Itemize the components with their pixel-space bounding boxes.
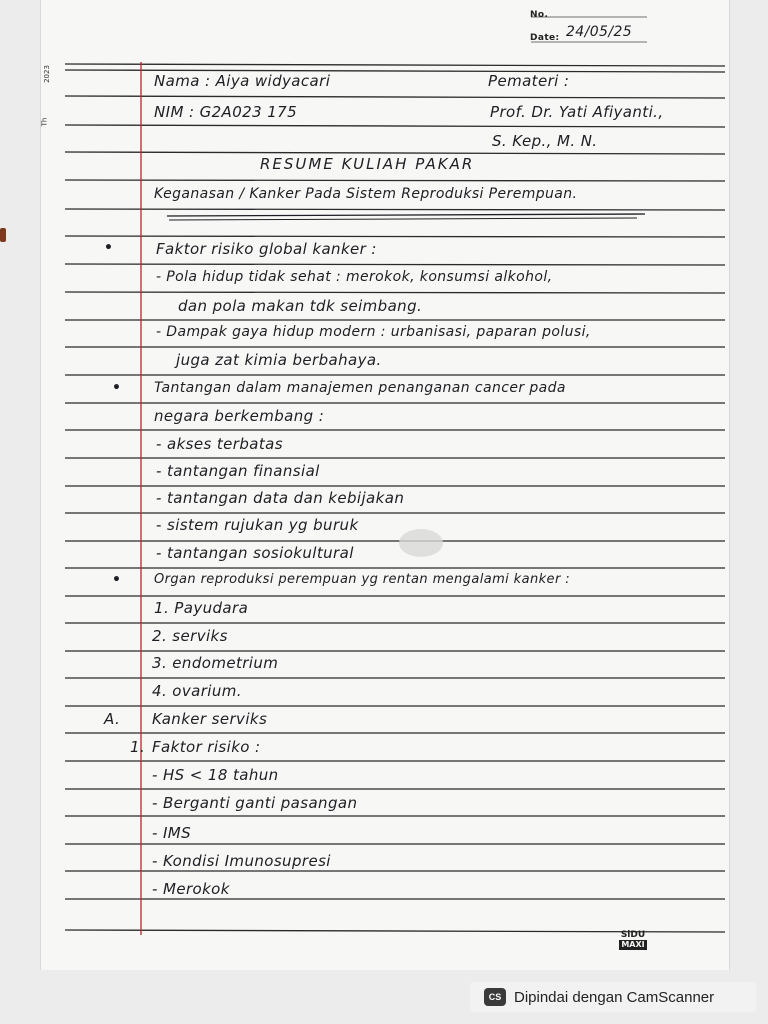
section-2-item-3: - tantangan data dan kebijakan [156, 489, 405, 507]
section-1-item-1b: dan pola makan tdk seimbang. [178, 297, 423, 315]
camscanner-text: Dipindai dengan CamScanner [514, 988, 715, 1006]
section-a-label: A. [104, 710, 121, 728]
section-a-item-2: - Berganti ganti pasangan [152, 794, 358, 812]
section-2-item-4: - sistem rujukan yg buruk [156, 516, 359, 534]
section-1-heading: Faktor risiko global kanker : [156, 240, 377, 258]
notebook-page [40, 0, 730, 970]
lecturer-line-2: S. Kep., M. N. [492, 132, 598, 150]
margin-mark: Th [40, 117, 49, 127]
lecturer-line-1: Prof. Dr. Yati Afiyanti., [490, 103, 664, 121]
margin-year: 2023 [42, 65, 51, 83]
section-2-item-1: - akses terbatas [156, 435, 283, 453]
bullet-2: • [112, 380, 122, 396]
date-value: 24/05/25 [566, 24, 633, 40]
section-1-item-2b: juga zat kimia berbahaya. [176, 351, 382, 369]
bullet-3: • [112, 572, 122, 588]
camscanner-watermark [470, 982, 756, 1012]
section-a-item-5: - Merokok [152, 880, 230, 898]
pemateri-label: Pemateri : [488, 72, 570, 90]
section-3-item-3: 3. endometrium [152, 654, 279, 672]
section-3-item-1: 1. Payudara [154, 599, 249, 617]
resume-title: RESUME KULIAH PAKAR [260, 155, 475, 173]
brand-line-1: SiDU [620, 930, 646, 940]
date-label: Date: [530, 33, 560, 43]
section-3-item-4: 4. ovarium. [152, 682, 242, 700]
section-a-heading: Faktor risiko : [152, 738, 261, 756]
camscanner-logo-icon: CS [484, 988, 506, 1006]
section-2-item-2: - tantangan finansial [156, 462, 320, 480]
nama-line: Nama : Aiya widyacari [154, 72, 331, 90]
section-a-number: 1. [130, 738, 146, 756]
section-3-item-2: 2. serviks [152, 627, 228, 645]
section-3-heading: Organ reproduksi perempuan yg rentan mengalami kanker : [154, 572, 570, 587]
section-2-item-5: - tantangan sosiokultural [156, 544, 354, 562]
section-2-heading-b: negara berkembang : [154, 407, 325, 425]
section-1-item-2a: - Dampak gaya hidup modern : urbanisasi, paparan polusi, [156, 324, 591, 340]
section-a-item-3: - IMS [152, 824, 192, 842]
ruled-lines [41, 0, 729, 970]
section-a-item-4: - Kondisi Imunosupresi [152, 852, 331, 870]
no-label: No. [530, 10, 549, 20]
nim-line: NIM : G2A023 175 [154, 103, 298, 121]
resume-subtitle: Keganasan / Kanker Pada Sistem Reproduksi Perempuan. [154, 186, 578, 202]
brand-line-2: MAXI [621, 940, 645, 949]
section-2-heading-a: Tantangan dalam manajemen penanganan cancer pada [154, 380, 566, 396]
section-1-item-1a: - Pola hidup tidak sehat : merokok, konsumsi alkohol, [156, 269, 553, 285]
section-a-item-1: - HS < 18 tahun [152, 766, 279, 784]
notebook-brand-logo [616, 930, 650, 950]
section-a-title: Kanker serviks [152, 710, 268, 728]
bullet-1: • [104, 240, 114, 256]
margin-stain [0, 228, 6, 242]
